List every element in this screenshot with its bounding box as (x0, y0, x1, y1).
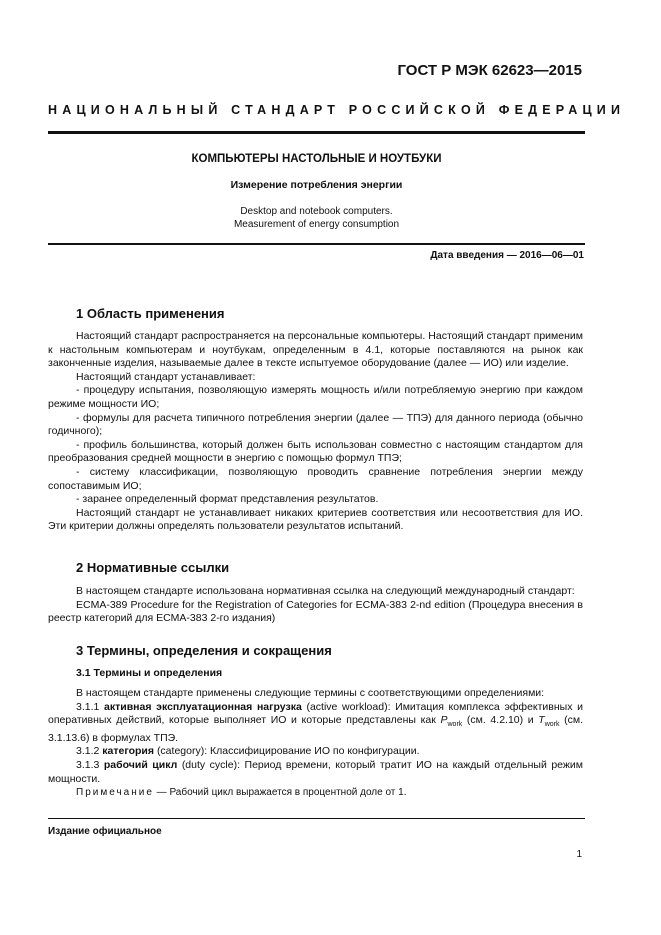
page-number: 1 (576, 849, 582, 860)
term-definition: (active workload): Имитация комплекса эффективных и оперативных действий, которые выполняет ИО и которые представлены как (48, 700, 584, 727)
footer-divider (48, 818, 585, 819)
term-number: 3.1.1 (76, 700, 100, 713)
section-2-reference: ECMA-389 Procedure for the Registration of Categories for ECMA-383 2-nd edition (Процедура внесения в реестр категорий для ECMA-383 2-го издания) (48, 598, 583, 625)
document-title: КОМПЬЮТЕРЫ НАСТОЛЬНЫЕ И НОУТБУКИ (191, 153, 442, 165)
section-2-paragraph: В настоящем стандарте использована нормативная ссылка на следующий международный стандарт: (76, 585, 575, 597)
document-subtitle: Измерение потребления энергии (230, 179, 403, 191)
section-1-bullet: - систему классификации, позволяющую проводить сравнение потребления энергии между сопоставимым ИО; (48, 465, 583, 492)
section-1-body (48, 330, 583, 534)
term-name: рабочий цикл (103, 759, 178, 772)
official-edition-label: Издание официальное (48, 826, 162, 837)
formula-subscript: work (447, 721, 463, 729)
english-title (48, 205, 585, 231)
title-divider (48, 243, 585, 245)
standard-code: ГОСТ Р МЭК 62623—2015 (397, 62, 582, 79)
note-text: — Рабочий цикл выражается в процентной доле от 1. (156, 787, 407, 798)
section-1-paragraph: Настоящий стандарт устанавливает: (76, 370, 256, 383)
term-3-1-1 (48, 701, 583, 746)
section-1-bullet: - заранее определенный формат представления результатов. (76, 493, 379, 506)
section-1-bullet: - процедуру испытания, позволяющую измерять мощность и/или потребляемую энергию при каждом режиме мощности ИО; (48, 384, 583, 410)
introduction-date: Дата введения — 2016—06—01 (430, 250, 584, 261)
section-2-body (48, 585, 583, 626)
term-number: 3.1.2 (76, 745, 100, 758)
formula-subscript: work (544, 721, 560, 729)
term-definition: (duty cycle): Период времени, который тратит ИО на каждый отдельный режим мощности. (48, 759, 584, 785)
term-definition: (см. 3.1.13.6) в формулах ТПЭ. (48, 714, 583, 744)
section-2-heading: 2 Нормативные ссылки (76, 560, 230, 575)
term-definition: (см. 4.2.10) и (466, 714, 534, 727)
section-3-paragraph: В настоящем стандарте применены следующие термины с соответствующими определениями: (76, 687, 545, 699)
term-number: 3.1.3 (76, 759, 100, 772)
section-3-body (48, 687, 583, 786)
section-1-bullet: - формулы для расчета типичного потребления энергии (далее — ТПЭ) для данного периода (обычно годичного); (48, 411, 583, 438)
national-standard-banner: НАЦИОНАЛЬНЫЙ СТАНДАРТ РОССИЙСКОЙ ФЕДЕРАЦИИ (48, 103, 626, 117)
section-1-paragraph: Настоящий стандарт не устанавливает никаких критериев соответствия или несоответствия для ИО. Эти критерии должны определять пользователи результатов испытаний. (48, 506, 583, 533)
formula-variable: P (440, 714, 448, 727)
section-3-heading: 3 Термины, определения и сокращения (76, 643, 332, 658)
header-divider (48, 131, 585, 134)
term-name: категория (102, 745, 155, 758)
term-definition: (category): Классифицирование ИО по конфигурации. (156, 745, 420, 758)
term-3-1-3 (48, 759, 583, 786)
section-1-paragraph: Настоящий стандарт распространяется на персональные компьютеры. Настоящий стандарт применим к настольным компьютерам и ноутбукам, определенным в 4.1, которые поставляются на рынок как законченные изделия, называемые далее в тексте испытуемое оборудование (далее — ИО) или изделие. (48, 330, 583, 370)
section-3-1-heading: 3.1 Термины и определения (76, 667, 223, 679)
term-3-1-2 (48, 745, 583, 759)
english-title-line-1: Desktop and notebook computers. (240, 206, 393, 217)
section-1-bullet: - профиль большинства, который должен быть использован совместно с настоящим стандартом для преобразования средней мощности в энергию с помощью формул ТПЭ; (48, 438, 583, 465)
section-1-heading: 1 Область применения (76, 306, 225, 321)
note (76, 787, 407, 798)
english-title-line-2: Measurement of energy consumption (233, 219, 400, 230)
term-name: активная эксплуатационная нагрузка (104, 700, 302, 713)
note-label: Примечание (76, 787, 154, 798)
formula-variable: T (538, 714, 545, 727)
